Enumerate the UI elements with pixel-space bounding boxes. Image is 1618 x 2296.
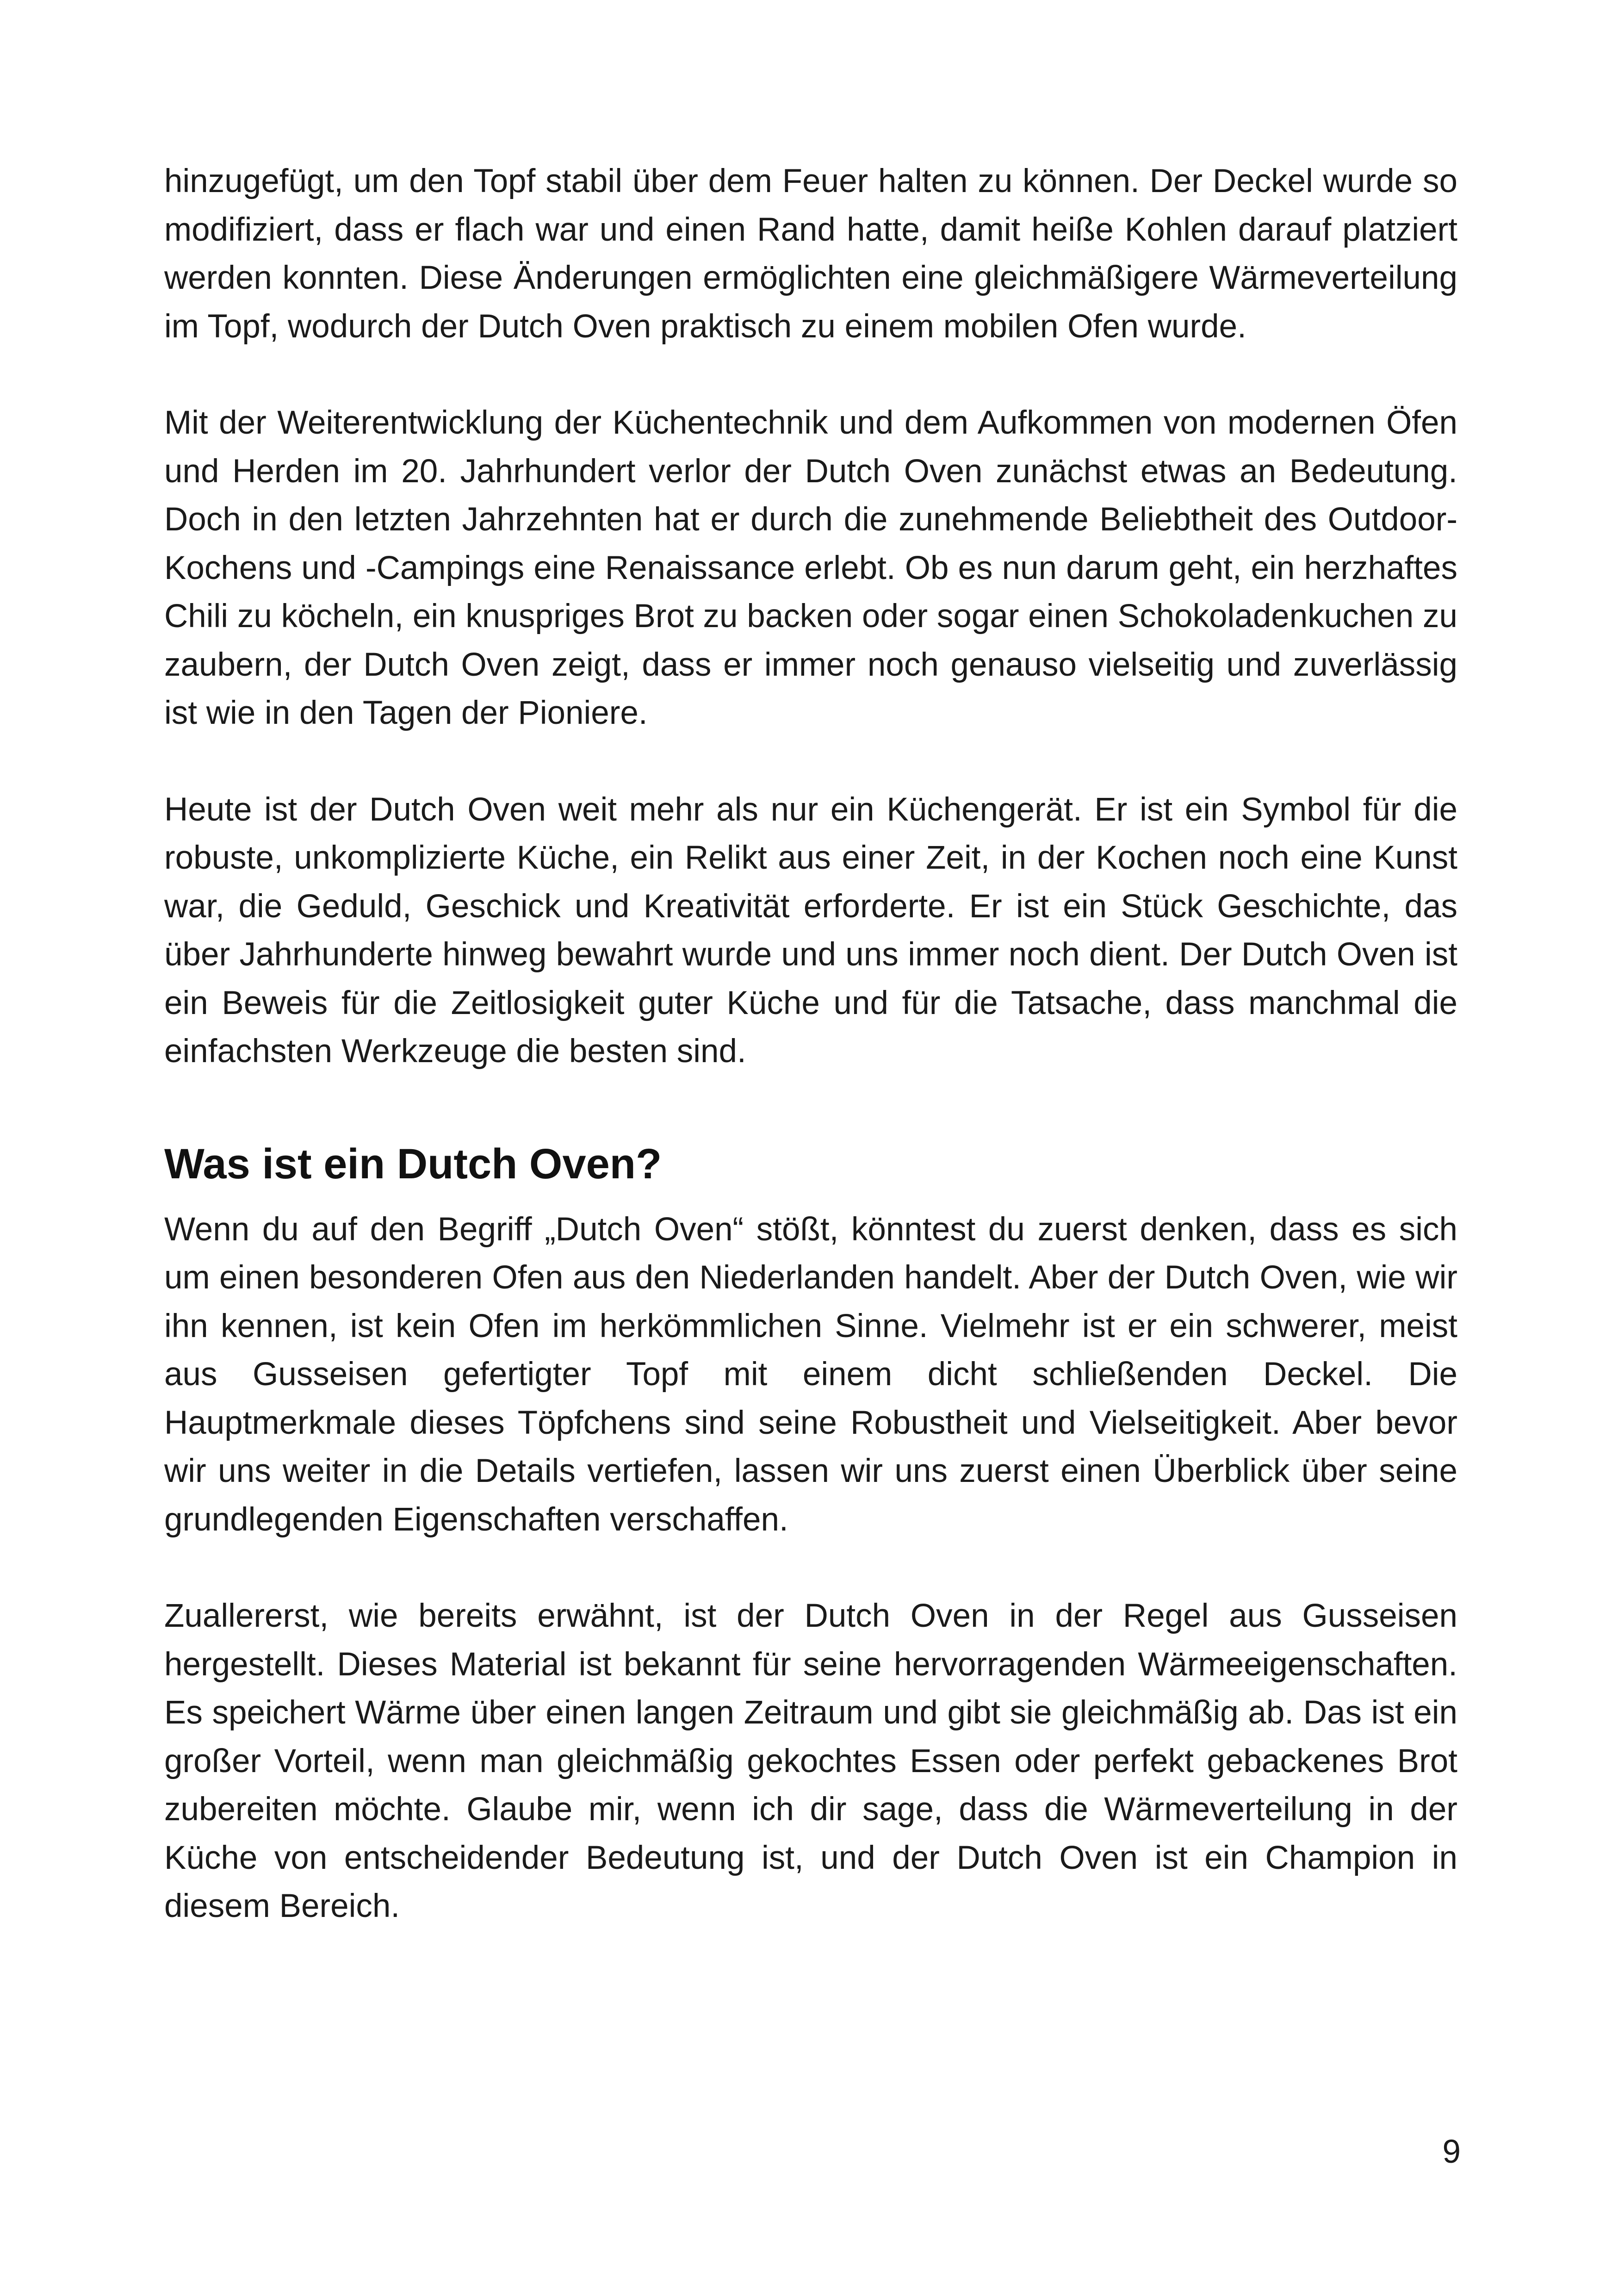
paragraph-renaissance: Mit der Weiterentwicklung der Küchentechnik und dem Aufkommen von modernen Öfen und Herden im 20. Jahrhundert verlor der Dutch Oven zunächst etwas an Bedeutung. Doch in den letzten Jahrzehnten hat er durch die zunehmende Beliebtheit des Outdoor-Kochens und -Campings eine Renaissance erlebt. Ob es nun darum geht, ein herzhaftes Chili zu köcheln, ein knuspriges Brot zu backen oder sogar einen Schokoladenkuchen zu zaubern, der Dutch Oven zeigt, dass er immer noch genauso vielseitig und zuverlässig ist wie in den Tagen der Pioniere. [164,404,1457,731]
paragraph-today: Heute ist der Dutch Oven weit mehr als nur ein Küchengerät. Er ist ein Symbol für die robuste, unkomplizierte Küche, ein Relikt aus einer Zeit, in der Kochen noch eine Kunst war, die Geduld, Geschick und Kreativität erforderte. Er ist ein Stück Geschichte, das über Jahrhunderte hinweg bewahrt wurde und uns immer noch dient. Der Dutch Oven ist ein Beweis für die Zeitlosigkeit guter Küche und für die Tatsache, dass manchmal die einfachsten Werkzeuge die besten sind. [164,791,1457,1070]
page-number: 9 [1442,2134,1461,2170]
page-body [164,157,1457,1931]
paragraph-history-continued: hinzugefügt, um den Topf stabil über dem Feuer halten zu können. Der Deckel wurde so modifiziert, dass er flach war und einen Rand hatte, damit heiße Kohlen darauf platziert werden konnten. Diese Änderungen ermöglichten eine gleichmäßigere Wärmeverteilung im Topf, wodurch der Dutch Oven praktisch zu einem mobilen Ofen wurde. [164,163,1457,345]
paragraph-definition: Wenn du auf den Begriff „Dutch Oven“ stößt, könntest du zuerst denken, dass es sich um einen besonderen Ofen aus den Niederlanden handelt. Aber der Dutch Oven, wie wir ihn kennen, ist kein Ofen im herkömmlichen Sinne. Vielmehr ist er ein schwerer, meist aus Gusseisen gefertigter Topf mit einem dicht schließenden Deckel. Die Hauptmerkmale dieses Töpfchens sind seine Robustheit und Vielseitigkeit. Aber bevor wir uns weiter in die Details vertiefen, lassen wir uns zuerst einen Überblick über seine grundlegenden Eigenschaften verschaffen. [164,1211,1457,1538]
section-heading: Was ist ein Dutch Oven? [164,1140,662,1188]
paragraph-cast-iron: Zuallererst, wie bereits erwähnt, ist der Dutch Oven in der Regel aus Gusseisen hergestellt. Dieses Material ist bekannt für seine hervorragenden Wärmeeigenschaften. Es speichert Wärme über einen langen Zeitraum und gibt sie gleichmäßig ab. Das ist ein großer Vorteil, wenn man gleichmäßig gekochtes Essen oder perfekt gebackenes Brot zubereiten möchte. Glaube mir, wenn ich dir sage, dass die Wärmeverteilung in der Küche von entscheidender Bedeutung ist, und der Dutch Oven ist ein Champion in diesem Bereich. [164,1598,1457,1924]
